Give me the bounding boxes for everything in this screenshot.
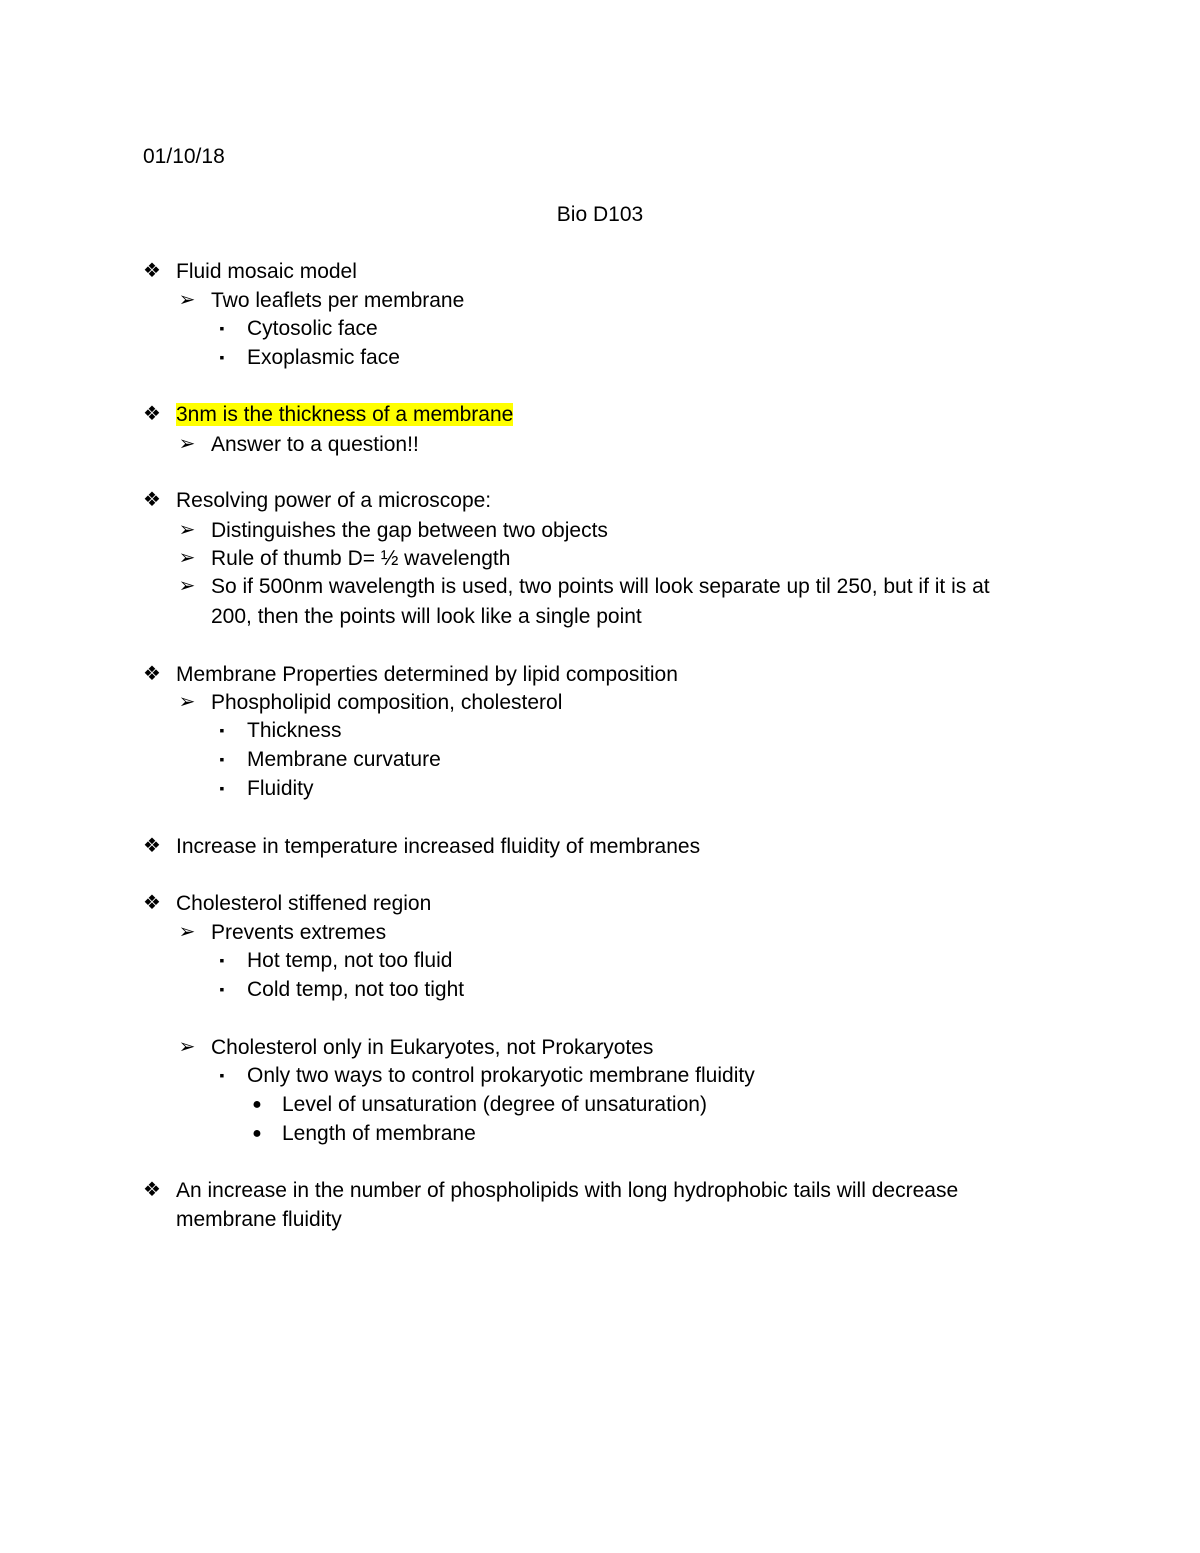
note-level3: Cytosolic face <box>247 317 378 340</box>
arrow-bullet-icon: ➢ <box>178 289 196 311</box>
note-level2: Phospholipid composition, cholesterol <box>211 691 563 714</box>
square-bullet-icon: ▪ <box>219 751 225 767</box>
note-level2: Distinguishes the gap between two objects <box>211 519 608 542</box>
square-bullet-icon: ▪ <box>219 1067 225 1083</box>
note-level3: Exoplasmic face <box>247 346 400 369</box>
arrow-bullet-icon: ➢ <box>178 691 196 713</box>
dot-bullet-icon: ● <box>252 1096 262 1113</box>
note-level3: Membrane curvature <box>247 748 441 771</box>
diamond-bullet-icon: ❖ <box>143 403 161 425</box>
note-level1: Membrane Properties determined by lipid composition <box>176 663 678 686</box>
diamond-bullet-icon: ❖ <box>143 1179 161 1201</box>
diamond-bullet-icon: ❖ <box>143 663 161 685</box>
arrow-bullet-icon: ➢ <box>178 575 196 597</box>
note-level3: Fluidity <box>247 777 314 800</box>
square-bullet-icon: ▪ <box>219 349 225 365</box>
note-level2: So if 500nm wavelength is used, two points will look separate up til 250, but if it is at <box>211 575 990 598</box>
document-date: 01/10/18 <box>143 145 225 168</box>
note-level1: Fluid mosaic model <box>176 260 357 283</box>
arrow-bullet-icon: ➢ <box>178 547 196 569</box>
square-bullet-icon: ▪ <box>219 952 225 968</box>
arrow-bullet-icon: ➢ <box>178 433 196 455</box>
note-level3: Hot temp, not too fluid <box>247 949 453 972</box>
note-level1-highlighted <box>176 400 513 429</box>
document-title: Bio D103 <box>556 203 644 226</box>
note-level2: Two leaflets per membrane <box>211 289 465 312</box>
square-bullet-icon: ▪ <box>219 722 225 738</box>
square-bullet-icon: ▪ <box>219 981 225 997</box>
square-bullet-icon: ▪ <box>219 780 225 796</box>
note-level2: Prevents extremes <box>211 921 387 944</box>
note-level2: Rule of thumb D= ½ wavelength <box>211 547 511 570</box>
note-level3: Thickness <box>247 719 342 742</box>
diamond-bullet-icon: ❖ <box>143 489 161 511</box>
note-level4: Level of unsaturation (degree of unsaturation) <box>282 1093 707 1116</box>
note-level2: Answer to a question!! <box>211 433 419 456</box>
note-level4: Length of membrane <box>282 1122 476 1145</box>
arrow-bullet-icon: ➢ <box>178 519 196 541</box>
diamond-bullet-icon: ❖ <box>143 260 161 282</box>
note-level3: Only two ways to control prokaryotic membrane fluidity <box>247 1064 755 1087</box>
note-level1: An increase in the number of phospholipids with long hydrophobic tails will decrease <box>176 1179 959 1202</box>
arrow-bullet-icon: ➢ <box>178 921 196 943</box>
note-level2-continuation: 200, then the points will look like a single point <box>211 605 642 628</box>
note-level2: Cholesterol only in Eukaryotes, not Prokaryotes <box>211 1036 654 1059</box>
square-bullet-icon: ▪ <box>219 320 225 336</box>
dot-bullet-icon: ● <box>252 1125 262 1142</box>
note-level3: Cold temp, not too tight <box>247 978 465 1001</box>
diamond-bullet-icon: ❖ <box>143 835 161 857</box>
note-level1: Cholesterol stiffened region <box>176 892 432 915</box>
highlighted-text: 3nm is the thickness of a membrane <box>176 403 514 426</box>
diamond-bullet-icon: ❖ <box>143 892 161 914</box>
arrow-bullet-icon: ➢ <box>178 1036 196 1058</box>
note-level1: Resolving power of a microscope: <box>176 489 492 512</box>
note-level1: Increase in temperature increased fluidity of membranes <box>176 835 701 858</box>
note-level1-continuation: membrane fluidity <box>176 1208 342 1231</box>
